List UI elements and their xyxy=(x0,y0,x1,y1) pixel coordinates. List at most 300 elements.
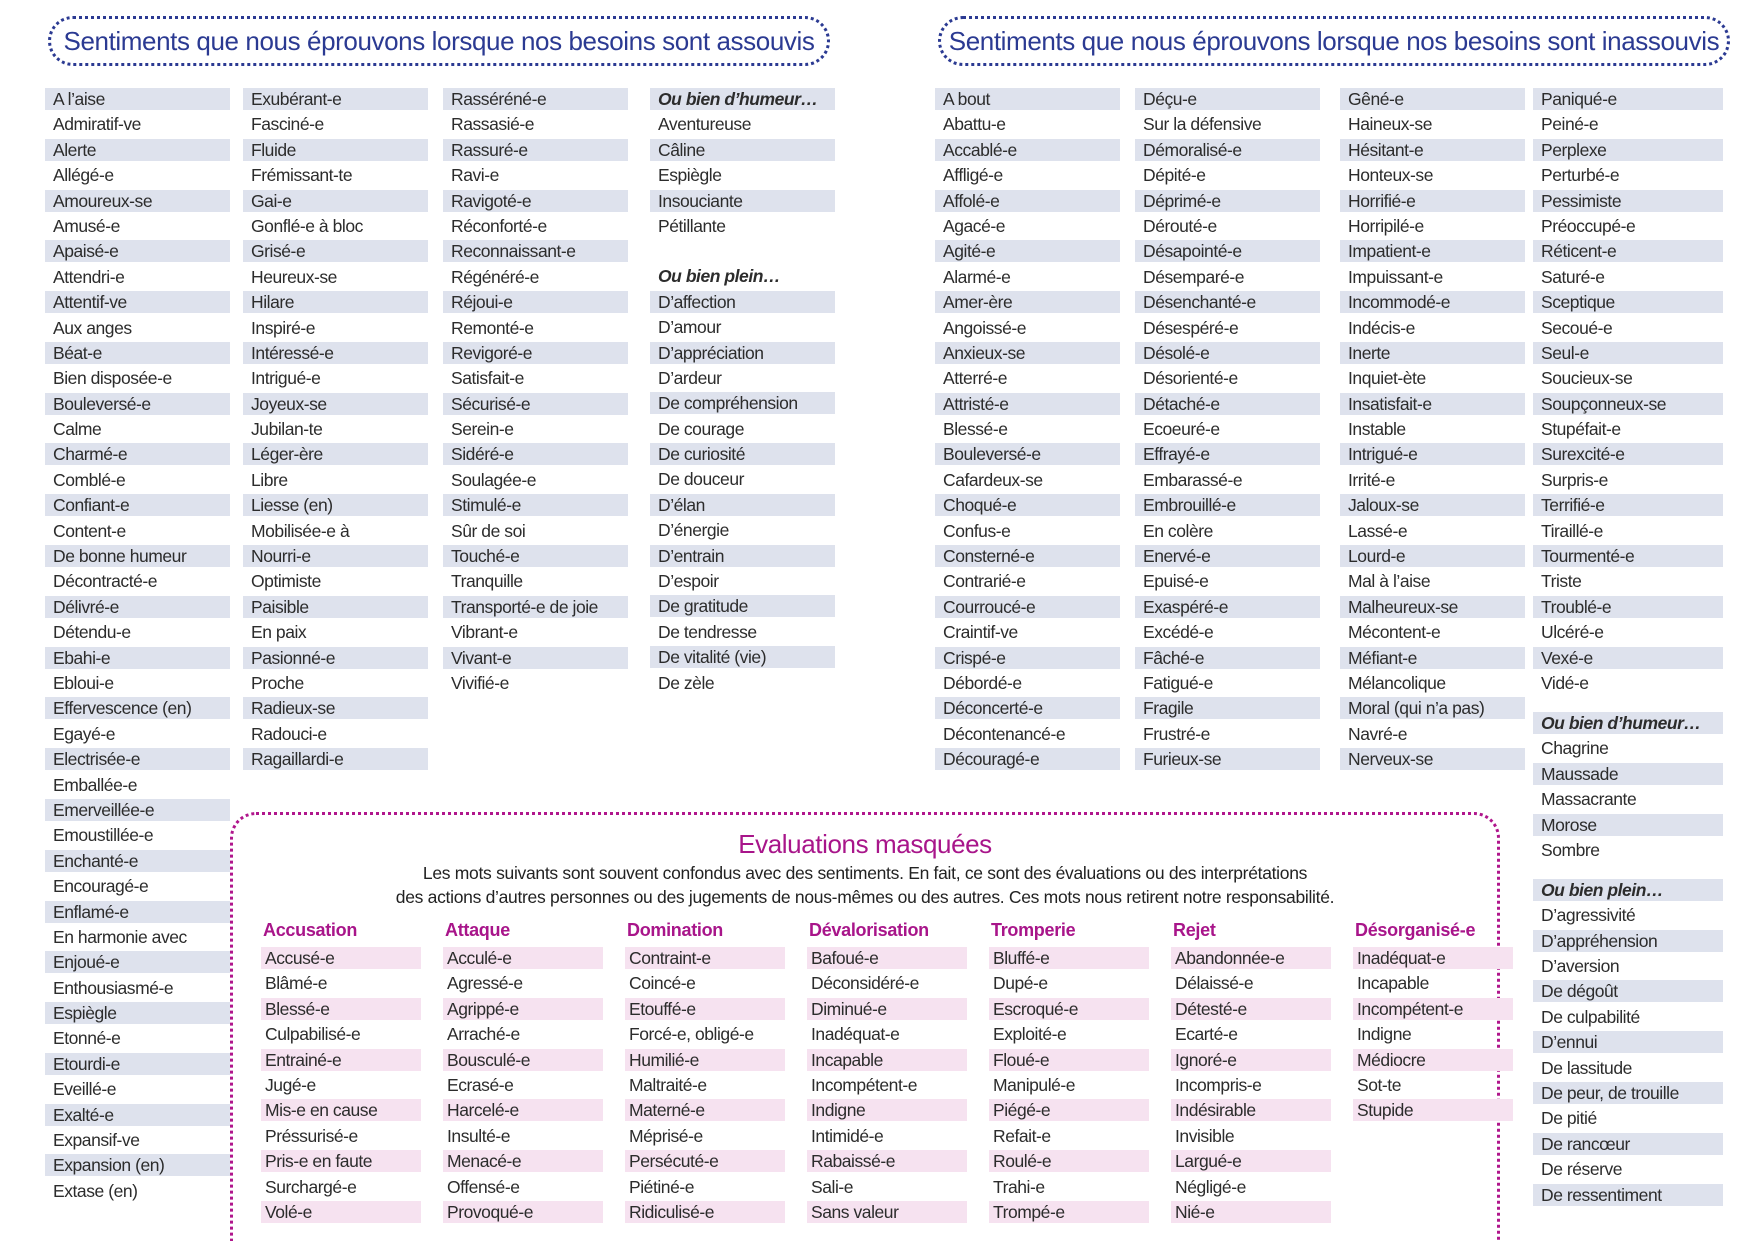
feeling-item: Affolé-e xyxy=(935,190,1120,212)
feeling-item: Expansion (en) xyxy=(45,1154,230,1176)
evaluation-item: Roulé-e xyxy=(989,1150,1149,1172)
feeling-item: Radieux-se xyxy=(243,697,428,719)
evaluation-item: Diminué-e xyxy=(807,998,967,1020)
evaluation-item-list xyxy=(443,947,611,1223)
evaluation-item: Délaissé-e xyxy=(1175,973,1254,994)
feeling-item: Tiraillé-e xyxy=(1541,520,1603,541)
feeling-item: D’ardeur xyxy=(658,367,722,388)
feeling-item: Jaloux-se xyxy=(1340,494,1525,516)
feeling-item: Vibrant-e xyxy=(451,622,518,643)
feeling-item: Lourd-e xyxy=(1340,545,1525,567)
feeling-item: Charmé-e xyxy=(45,443,230,465)
evaluation-item-list xyxy=(807,947,975,1223)
feeling-item: Sûr de soi xyxy=(451,520,526,541)
feeling-item: De peur, de trouille xyxy=(1533,1082,1723,1104)
evaluation-item: Incompétent-e xyxy=(1353,998,1513,1020)
feeling-item: En paix xyxy=(251,622,307,643)
feeling-item: D’aversion xyxy=(1541,956,1620,977)
feeling-item: Déçu-e xyxy=(1135,88,1320,110)
feeling-item: Embrouillé-e xyxy=(1135,494,1320,516)
feeling-item: A l’aise xyxy=(45,88,230,110)
evaluation-item: Incompétent-e xyxy=(811,1074,918,1095)
feeling-item: Craintif-ve xyxy=(943,622,1018,643)
evaluation-item-list xyxy=(1171,947,1339,1223)
feeling-item: Sur la défensive xyxy=(1143,114,1262,135)
evaluation-item: Contraint-e xyxy=(625,947,785,969)
feeling-item: De vitalité (vie) xyxy=(650,646,835,668)
feeling-item: Embarassé-e xyxy=(1143,469,1243,490)
feeling-item: Intrigué-e xyxy=(1340,443,1525,465)
feeling-item: Déprimé-e xyxy=(1135,190,1320,212)
met-needs-title-box xyxy=(48,16,830,66)
feeling-item: Affligé-e xyxy=(943,165,1003,186)
feeling-item: Inerte xyxy=(1340,342,1525,364)
evaluation-item: Exploité-e xyxy=(993,1024,1067,1045)
feeling-item: Amusé-e xyxy=(53,215,120,236)
masked-evaluations-intro xyxy=(233,861,1497,909)
feeling-item: Lassé-e xyxy=(1348,520,1408,541)
feeling-item: Rasséréné-e xyxy=(443,88,628,110)
evaluation-item: Bousculé-e xyxy=(443,1049,603,1071)
feeling-item: Confus-e xyxy=(943,520,1011,541)
feeling-item: En harmonie avec xyxy=(53,926,187,947)
feeling-item: Crispé-e xyxy=(935,647,1120,669)
feeling-item: Enjoué-e xyxy=(45,951,230,973)
feeling-item: De pitié xyxy=(1541,1108,1597,1129)
feeling-item: De compréhension xyxy=(650,392,835,414)
unmet-feelings-column-1 xyxy=(935,88,1120,774)
feeling-item: D’élan xyxy=(650,494,835,516)
feeling-item: Fasciné-e xyxy=(251,114,324,135)
evaluation-category-header: Rejet xyxy=(1173,920,1216,940)
feeling-item: De zèle xyxy=(658,672,715,693)
section-subheader: Ou bien plein… xyxy=(1533,879,1723,901)
evaluation-item: Insulté-e xyxy=(447,1125,511,1146)
feeling-item: Joyeux-se xyxy=(243,393,428,415)
section-subheader: Ou bien d’humeur… xyxy=(1533,712,1723,734)
feeling-item: Grisé-e xyxy=(243,240,428,262)
met-feelings-column-4 xyxy=(650,88,835,697)
evaluation-item: Rabaissé-e xyxy=(807,1150,967,1172)
feeling-item: Sidéré-e xyxy=(443,443,628,465)
feeling-item: Remonté-e xyxy=(451,317,534,338)
evaluation-item: Menacé-e xyxy=(443,1150,603,1172)
feeling-item: Expansif-ve xyxy=(53,1130,140,1151)
feeling-item: Décontracté-e xyxy=(53,571,158,592)
evaluation-item: Méprisé-e xyxy=(629,1125,703,1146)
feeling-item: A bout xyxy=(935,88,1120,110)
met-feelings-column-2 xyxy=(243,88,428,774)
feeling-item: De tendresse xyxy=(658,621,757,642)
feeling-item: Apaisé-e xyxy=(45,240,230,262)
evaluation-item: Sot-te xyxy=(1357,1074,1401,1095)
feeling-item: Insouciante xyxy=(650,190,835,212)
feeling-item: Epuisé-e xyxy=(1143,571,1209,592)
feeling-item: Réjoui-e xyxy=(443,291,628,313)
evaluation-item: Manipulé-e xyxy=(993,1074,1076,1095)
feeling-item: Honteux-se xyxy=(1348,165,1433,186)
evaluation-item: Agrippé-e xyxy=(443,998,603,1020)
evaluation-item: Acculé-e xyxy=(443,947,603,969)
feeling-item: Déconcerté-e xyxy=(935,697,1120,719)
feeling-item: Anxieux-se xyxy=(935,342,1120,364)
feeling-item: Horripilé-e xyxy=(1348,215,1424,236)
feeling-item: Paisible xyxy=(243,596,428,618)
feeling-item: Surpris-e xyxy=(1541,469,1608,490)
evaluation-item: Etouffé-e xyxy=(625,998,785,1020)
feeling-item: Fatigué-e xyxy=(1143,672,1213,693)
feeling-item: Calme xyxy=(53,419,102,440)
feeling-item: Vivant-e xyxy=(443,647,628,669)
feeling-item: Haineux-se xyxy=(1348,114,1433,135)
feeling-item: Malheureux-se xyxy=(1340,596,1525,618)
feeling-item: Satisfait-e xyxy=(451,368,524,389)
feeling-item: Courroucé-e xyxy=(935,596,1120,618)
feeling-item: Exubérant-e xyxy=(243,88,428,110)
feeling-item: Tranquille xyxy=(451,571,523,592)
feeling-item: Gêné-e xyxy=(1340,88,1525,110)
feeling-item: Perturbé-e xyxy=(1541,165,1620,186)
evaluation-item: Bafoué-e xyxy=(807,947,967,969)
list-gap xyxy=(1533,697,1723,708)
feeling-item: De curiosité xyxy=(650,443,835,465)
feeling-item: Sceptique xyxy=(1533,291,1723,313)
feeling-item: Peiné-e xyxy=(1541,114,1599,135)
evaluation-category-header: Attaque xyxy=(445,920,510,940)
unmet-feelings-column-3 xyxy=(1340,88,1525,774)
evaluation-item: Provoqué-e xyxy=(443,1201,603,1223)
feeling-item: D’appréhension xyxy=(1533,930,1723,952)
feeling-item: Perplexe xyxy=(1533,139,1723,161)
feeling-item: Incommodé-e xyxy=(1340,291,1525,313)
feeling-item: Sécurisé-e xyxy=(443,393,628,415)
evaluation-item: Refait-e xyxy=(993,1125,1051,1146)
feeling-item: Enchanté-e xyxy=(45,850,230,872)
evaluation-item: Humilié-e xyxy=(625,1049,785,1071)
evaluation-item: Harcelé-e xyxy=(443,1099,603,1121)
feeling-item: Allégé-e xyxy=(53,165,114,186)
feeling-item: Ravi-e xyxy=(451,165,499,186)
evaluation-item: Ecarté-e xyxy=(1175,1024,1238,1045)
feeling-item: Egayé-e xyxy=(53,723,116,744)
feeling-item: Radouci-e xyxy=(251,723,327,744)
evaluation-item: Agressé-e xyxy=(447,973,523,994)
feeling-item: Instable xyxy=(1348,419,1406,440)
feeling-item: Ebloui-e xyxy=(53,672,114,693)
feeling-item: Bouleversé-e xyxy=(935,443,1120,465)
evaluation-item: Stupide xyxy=(1353,1099,1513,1121)
feeling-item: Désapointé-e xyxy=(1135,240,1320,262)
feeling-item: Eveillé-e xyxy=(53,1079,117,1100)
feeling-item: Détaché-e xyxy=(1135,393,1320,415)
feeling-item: Optimiste xyxy=(251,571,321,592)
feeling-item: Détendu-e xyxy=(53,622,131,643)
evaluation-item: Piégé-e xyxy=(989,1099,1149,1121)
feeling-item: Désenchanté-e xyxy=(1135,291,1320,313)
feeling-item: Fâché-e xyxy=(1135,647,1320,669)
evaluation-column-devalorisation xyxy=(807,917,975,1226)
feeling-item: Enthousiasmé-e xyxy=(53,977,174,998)
feeling-item: Soucieux-se xyxy=(1541,368,1633,389)
evaluation-item: Dupé-e xyxy=(993,973,1048,994)
feeling-item: Vivifié-e xyxy=(451,672,509,693)
feeling-item: Comblé-e xyxy=(53,469,126,490)
evaluation-item: Jugé-e xyxy=(265,1074,316,1095)
feeling-item: Exalté-e xyxy=(45,1104,230,1126)
evaluation-item: Inadéquat-e xyxy=(1353,947,1513,969)
feeling-item: Découragé-e xyxy=(935,748,1120,770)
feeling-item: Terrifié-e xyxy=(1533,494,1723,516)
feeling-item: D’énergie xyxy=(658,520,729,541)
evaluation-item: Surchargé-e xyxy=(265,1176,357,1197)
feeling-item: Emballée-e xyxy=(53,774,138,795)
evaluation-item: Escroqué-e xyxy=(989,998,1149,1020)
feeling-item: Troublé-e xyxy=(1533,596,1723,618)
evaluation-item: Trahi-e xyxy=(993,1176,1045,1197)
evaluation-item-list xyxy=(989,947,1157,1223)
feeling-item: Angoissé-e xyxy=(943,317,1027,338)
evaluation-item: Blâmé-e xyxy=(265,973,328,994)
evaluation-item: Ignoré-e xyxy=(1171,1049,1331,1071)
feeling-item: Agacé-e xyxy=(943,215,1006,236)
evaluation-item: Déconsidéré-e xyxy=(811,973,919,994)
evaluation-category-header: Accusation xyxy=(263,920,358,940)
feeling-item: Liesse (en) xyxy=(243,494,428,516)
feeling-item: Indécis-e xyxy=(1348,317,1415,338)
feeling-item: Ebahi-e xyxy=(45,647,230,669)
feeling-item: Attentif-ve xyxy=(45,291,230,313)
feeling-item: Dérouté-e xyxy=(1143,215,1217,236)
feeling-item: Contrarié-e xyxy=(943,571,1026,592)
evaluation-item: Indésirable xyxy=(1171,1099,1331,1121)
feeling-item: Amoureux-se xyxy=(45,190,230,212)
feeling-item: Effervescence (en) xyxy=(45,697,230,719)
feeling-item: Mal à l’aise xyxy=(1348,571,1431,592)
evaluation-item: Incapable xyxy=(807,1049,967,1071)
feeling-item: Admiratif-ve xyxy=(53,114,141,135)
feeling-item: Dépité-e xyxy=(1143,165,1206,186)
evaluation-item: Coincé-e xyxy=(629,973,696,994)
feeling-item: Régénéré-e xyxy=(451,266,539,287)
feeling-item: De gratitude xyxy=(650,595,835,617)
feeling-item: Intéressé-e xyxy=(243,342,428,364)
feeling-item: Bien disposée-e xyxy=(53,368,172,389)
feeling-item: Impuissant-e xyxy=(1348,266,1443,287)
evaluation-item: Offensé-e xyxy=(447,1176,520,1197)
feeling-item: Triste xyxy=(1541,571,1582,592)
feeling-item: Heureux-se xyxy=(251,266,337,287)
feeling-item: Attendri-e xyxy=(53,266,125,287)
evaluation-item: Forcé-e, obligé-e xyxy=(629,1024,754,1045)
feeling-item: Aventureuse xyxy=(658,114,751,135)
unmet-needs-title: Sentiments que nous éprouvons lorsque nos besoins sont inassouvis xyxy=(948,25,1720,56)
feeling-item: Fluide xyxy=(243,139,428,161)
feeling-item: Jubilan-te xyxy=(251,419,323,440)
evaluation-item: Largué-e xyxy=(1171,1150,1331,1172)
feeling-item: Désespéré-e xyxy=(1143,317,1239,338)
masked-evaluations-section xyxy=(230,812,1500,1241)
feeling-item: Désolé-e xyxy=(1135,342,1320,364)
feeling-item: Amer-ère xyxy=(935,291,1120,313)
evaluation-column-tromperie xyxy=(989,917,1157,1226)
feeling-item: De bonne humeur xyxy=(45,545,230,567)
feeling-item: Pétillante xyxy=(658,215,726,236)
evaluation-item: Persécuté-e xyxy=(625,1150,785,1172)
feeling-item: Pessimiste xyxy=(1533,190,1723,212)
feeling-item: Choqué-e xyxy=(935,494,1120,516)
evaluation-item: Trompé-e xyxy=(989,1201,1149,1223)
evaluation-item: Négligé-e xyxy=(1175,1176,1246,1197)
feeling-item: Inspiré-e xyxy=(251,317,316,338)
feeling-item: De lassitude xyxy=(1541,1057,1632,1078)
feeling-item: Méfiant-e xyxy=(1340,647,1525,669)
feeling-item: De rancœur xyxy=(1533,1133,1723,1155)
evaluation-item: Inadéquat-e xyxy=(811,1024,900,1045)
feeling-item: Excédé-e xyxy=(1143,622,1214,643)
feeling-item: Irrité-e xyxy=(1348,469,1395,490)
feeling-item: Cafardeux-se xyxy=(943,469,1043,490)
feeling-item: Encouragé-e xyxy=(53,876,149,897)
evaluation-item-list xyxy=(1353,947,1521,1121)
unmet-feelings-column-2 xyxy=(1135,88,1320,774)
evaluation-category-header: Dévalorisation xyxy=(809,920,929,940)
evaluation-item: Invisible xyxy=(1175,1125,1235,1146)
feeling-item: Enervé-e xyxy=(1135,545,1320,567)
feeling-item: De courage xyxy=(658,418,744,439)
evaluation-item: Piétiné-e xyxy=(629,1176,695,1197)
intro-line-2: des actions d’autres personnes ou des jugements de nous-mêmes ou des autres. Ces mots nous retirent notre responsabilité. xyxy=(395,887,1335,907)
feeling-item: Extase (en) xyxy=(53,1180,138,1201)
feeling-item: Chagrine xyxy=(1541,738,1609,759)
feeling-item: D’agressivité xyxy=(1541,905,1636,926)
feeling-item: Léger-ère xyxy=(243,443,428,465)
feeling-item: Délivré-e xyxy=(45,596,230,618)
met-needs-title: Sentiments que nous éprouvons lorsque nos besoins sont assouvis xyxy=(63,25,815,56)
feeling-item: Abattu-e xyxy=(943,114,1006,135)
feeling-item: Démoralisé-e xyxy=(1135,139,1320,161)
evaluation-item: Maltraité-e xyxy=(629,1074,707,1095)
feeling-item: Stimulé-e xyxy=(443,494,628,516)
evaluation-item: Entrainé-e xyxy=(261,1049,421,1071)
feeling-item: Béat-e xyxy=(45,342,230,364)
feeling-item: Serein-e xyxy=(451,419,514,440)
feeling-item: Préoccupé-e xyxy=(1541,215,1636,236)
feeling-item: De douceur xyxy=(658,469,744,490)
feeling-item: De dégoût xyxy=(1533,980,1723,1002)
feeling-item: Accablé-e xyxy=(935,139,1120,161)
feeling-item: Décontenancé-e xyxy=(943,723,1066,744)
feeling-item: De culpabilité xyxy=(1541,1006,1640,1027)
feeling-item: D’entrain xyxy=(650,545,835,567)
feeling-item: Hésitant-e xyxy=(1340,139,1525,161)
feeling-item: Horrifié-e xyxy=(1340,190,1525,212)
feeling-item: Impatient-e xyxy=(1340,240,1525,262)
feeling-item: Sombre xyxy=(1541,839,1600,860)
feeling-item: Effrayé-e xyxy=(1135,443,1320,465)
met-feelings-column-1 xyxy=(45,88,230,1205)
evaluation-column-accusation xyxy=(261,917,429,1226)
feeling-item: Intrigué-e xyxy=(251,368,321,389)
feeling-item: Exaspéré-e xyxy=(1135,596,1320,618)
feeling-item: Seul-e xyxy=(1533,342,1723,364)
feeling-item: Surexcité-e xyxy=(1533,443,1723,465)
feeling-item: Ulcéré-e xyxy=(1541,622,1604,643)
evaluation-item: Volé-e xyxy=(261,1201,421,1223)
feeling-item: Consterné-e xyxy=(935,545,1120,567)
feeling-item: Morose xyxy=(1533,814,1723,836)
feeling-item: Pasionné-e xyxy=(243,647,428,669)
feeling-item: Alerte xyxy=(45,139,230,161)
list-gap xyxy=(650,240,835,262)
feeling-item: Navré-e xyxy=(1348,723,1408,744)
feeling-item: Maussade xyxy=(1533,763,1723,785)
met-feelings-column-3 xyxy=(443,88,628,697)
intro-line-1: Les mots suivants sont souvent confondus avec des sentiments. En fait, ce sont des évaluations ou des interprétations xyxy=(422,863,1308,883)
feeling-item: Content-e xyxy=(53,520,126,541)
evaluation-item: Détesté-e xyxy=(1171,998,1331,1020)
feeling-item: De ressentiment xyxy=(1533,1184,1723,1206)
feeling-item: Vexé-e xyxy=(1533,647,1723,669)
feeling-item: Attristé-e xyxy=(935,393,1120,415)
feeling-item: D’amour xyxy=(658,317,721,338)
feeling-item: Ragaillardi-e xyxy=(243,748,428,770)
evaluation-item: Indigne xyxy=(1357,1024,1412,1045)
feeling-item: Inquiet-ète xyxy=(1348,368,1426,389)
feeling-item: Frémissant-te xyxy=(251,165,353,186)
feeling-item: Blessé-e xyxy=(943,419,1008,440)
evaluation-item: Nié-e xyxy=(1171,1201,1331,1223)
feeling-item: Insatisfait-e xyxy=(1340,393,1525,415)
feeling-item: En colère xyxy=(1143,520,1213,541)
evaluation-item: Accusé-e xyxy=(261,947,421,969)
evaluation-item: Médiocre xyxy=(1353,1049,1513,1071)
evaluation-item: Arraché-e xyxy=(447,1024,520,1045)
evaluation-category-header: Désorganisé-e xyxy=(1355,920,1476,940)
feeling-item: Soulagée-e xyxy=(451,469,537,490)
feeling-item: Ecoeuré-e xyxy=(1143,419,1220,440)
feeling-item: Emoustillée-e xyxy=(53,825,154,846)
feeling-item: Ravigoté-e xyxy=(443,190,628,212)
feeling-item: Gai-e xyxy=(243,190,428,212)
feeling-item: D’affection xyxy=(650,291,835,313)
feeling-item: Massacrante xyxy=(1541,789,1637,810)
feeling-item: Espiègle xyxy=(45,1002,230,1024)
feeling-item: Vidé-e xyxy=(1541,672,1589,693)
feeling-item: Proche xyxy=(251,672,304,693)
feeling-item: D’ennui xyxy=(1533,1031,1723,1053)
feeling-item: Bouleversé-e xyxy=(45,393,230,415)
feeling-item: Transporté-e de joie xyxy=(443,596,628,618)
evaluation-column-domination xyxy=(625,917,793,1226)
feeling-item: Etourdi-e xyxy=(45,1053,230,1075)
evaluation-item: Intimidé-e xyxy=(811,1125,884,1146)
feeling-item: Soupçonneux-se xyxy=(1533,393,1723,415)
evaluation-item: Materné-e xyxy=(625,1099,785,1121)
feeling-item: Agité-e xyxy=(935,240,1120,262)
unmet-needs-title-box xyxy=(938,16,1730,66)
feeling-item: Débordé-e xyxy=(943,672,1022,693)
evaluation-category-header: Tromperie xyxy=(991,920,1076,940)
feeling-item: Moral (qui n’a pas) xyxy=(1340,697,1525,719)
evaluation-category-header: Domination xyxy=(627,920,723,940)
feeling-item: Réconforté-e xyxy=(451,215,547,236)
evaluation-item: Mis-e en cause xyxy=(261,1099,421,1121)
feeling-item: De réserve xyxy=(1541,1159,1623,1180)
section-subheader: Ou bien plein… xyxy=(658,266,781,287)
evaluation-item: Floué-e xyxy=(989,1049,1149,1071)
evaluation-item: Bluffé-e xyxy=(989,947,1149,969)
feeling-item: Stupéfait-e xyxy=(1541,419,1621,440)
